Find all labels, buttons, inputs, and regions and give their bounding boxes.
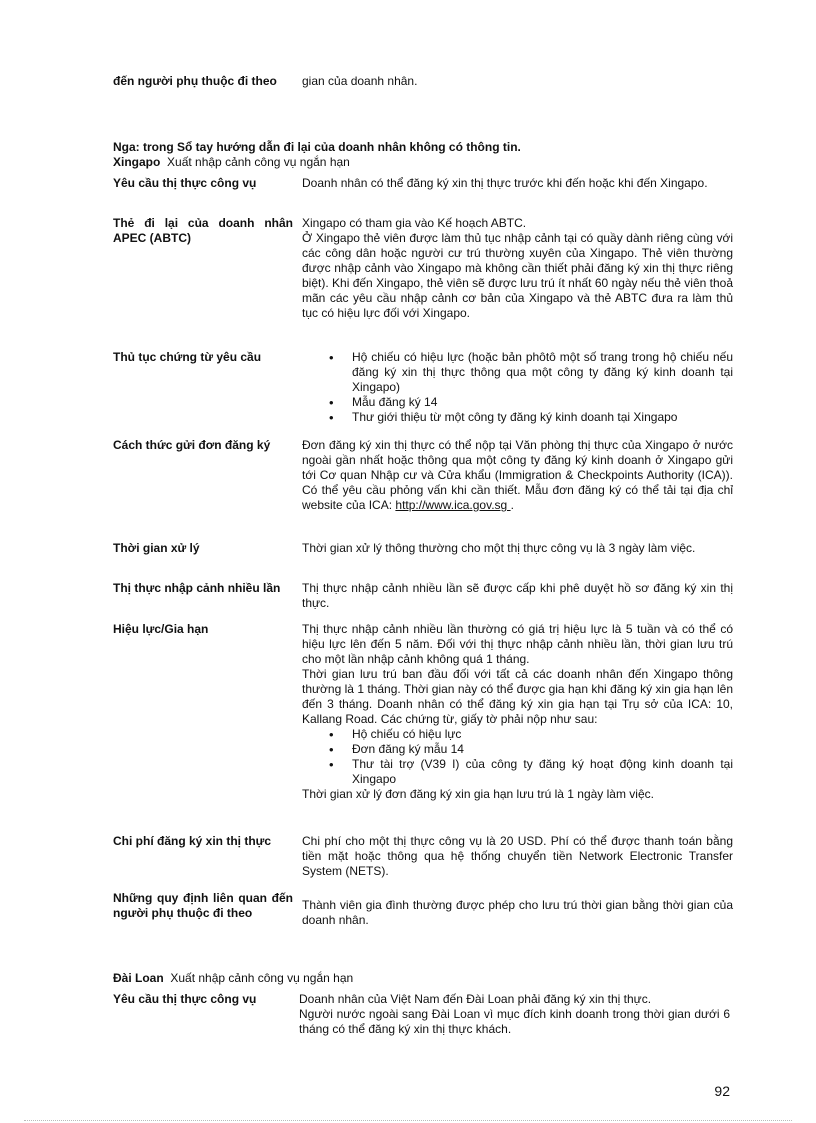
paragraph: Xingapo có tham gia vào Kế hoạch ABTC. [302,216,527,230]
paragraph: Ở Xingapo thẻ viên được làm thủ tục nhập cảnh tại có quầy dành riêng cùng với các công dân hoặc người cư trú thường xuyên của Xingapo. Thẻ viên thường được nhập cảnh vào Xingapo mà không cần thiết phải đăng ký xin thị thực riêng biệt). Khi đến Xingapo, thẻ viên sẽ được lưu trú ít nhất 60 ngày nếu thẻ viên thoả mãn các yêu cầu nhập cảnh cơ bản của Xingapo và thẻ ABTC đưa ra làm thủ tục có hiệu lực đối với Xingapo. [302,231,733,320]
row-label: Thị thực nhập cảnh nhiều lần [113,581,281,595]
list-item: • Mẫu đăng ký 14 [352,395,733,410]
row-content: Thời gian xử lý thông thường cho một thị thực công vụ là 3 ngày làm việc. [302,541,696,555]
row-label: Yêu cầu thị thực công vụ [113,992,257,1006]
paragraph: Thời gian lưu trú ban đầu đối với tất cả các doanh nhân đến Xingapo thông thường là 1 tháng. Thời gian này có thể được gia hạn khi đăng ký xin gia hạn lên đến 3 tháng. Doanh nhân có thể đăng ký xin gia hạn tại Trụ sở của ICA: 10, Kallang Road. Các chứng từ, giấy tờ phải nộp như sau: [302,667,733,726]
list-item: • Hộ chiếu có hiệu lực [352,727,733,742]
row-label: Những quy định liên quan đến người phụ thuộc đi theo [113,891,293,920]
list-item: • Đơn đăng ký mẫu 14 [352,742,733,757]
list-item: • Thư giới thiệu từ một công ty đăng ký kinh doanh tại Xingapo [352,410,733,425]
row-content [302,438,733,513]
row-label: Hiệu lực/Gia hạn [113,622,209,636]
row-label: Thẻ đi lại của doanh nhân APEC (ABTC) [113,216,293,245]
country-name: Đài Loan [113,971,164,985]
paragraph: Thời gian xử lý đơn đăng ký xin gia hạn lưu trú là 1 ngày làm việc. [302,787,654,801]
country-name: Xingapo [113,155,161,169]
paragraph: Người nước ngoài sang Đài Loan vì mục đích kinh doanh trong thời gian dưới 6 tháng có thể đăng ký xin thị thực khách. [299,1007,730,1036]
document-list [302,350,733,425]
row-label: Chi phí đăng ký xin thị thực [113,834,272,848]
russia-note: Nga: trong Sổ tay hướng dẫn đi lại của doanh nhân không có thông tin. [113,140,521,154]
row-content [302,216,733,321]
extension-document-list [302,727,733,787]
row-label: Yêu cầu thị thực công vụ [113,176,257,190]
paragraph: Đơn đăng ký xin thị thực có thể nộp tại Văn phòng thị thực của Xingapo ở nước ngoài gần nhất hoặc thông qua một công ty đăng ký kinh doanh ở Xingapo gửi tới Cơ quan Nhập cư và Cửa khẩu (Immigration & Checkpoints Authority (ICA)). Có thể yêu cầu phỏng vấn khi cần thiết. Mẫu đơn đăng ký có thể tải tại địa chỉ website của ICA: [302,438,733,512]
list-item: • Hộ chiếu có hiệu lực (hoặc bản phôtô một số trang trong hộ chiếu nếu đăng ký xin thị thực thông qua một công ty đăng ký kinh doanh tại Xingapo) [352,350,733,395]
paragraph: Doanh nhân của Việt Nam đến Đài Loan phải đăng ký xin thị thực. [299,992,652,1006]
singapore-heading [113,155,350,170]
row-content: Thành viên gia đình thường được phép cho lưu trú thời gian bằng thời gian của doanh nhân. [302,898,733,927]
row-label: Cách thức gửi đơn đăng ký [113,438,271,452]
sentence-end: . [510,498,514,512]
section-subtitle: Xuất nhập cảnh công vụ ngắn hạn [170,971,354,985]
row-content [302,350,733,425]
taiwan-heading [113,971,353,986]
page-number: 92 [714,1083,730,1099]
section-subtitle: Xuất nhập cảnh công vụ ngắn hạn [167,155,350,169]
list-item: • Thư tài trợ (V39 I) của công ty đăng ký hoạt động kinh doanh tại Xingapo [352,757,733,787]
row-label: đến người phụ thuộc đi theo [113,74,277,88]
ica-website-link[interactable]: http://www.ica.gov.sg [395,498,511,512]
row-content [299,992,730,1037]
row-label: Thời gian xử lý [113,541,200,555]
page-bottom-divider [24,1120,792,1121]
row-label: Thủ tục chứng từ yêu cầu [113,350,262,364]
paragraph: Thị thực nhập cảnh nhiều lần thường có giá trị hiệu lực là 5 tuần và có thể có hiệu lực lên đến 5 năm. Đối với thị thực nhập cảnh nhiều lần, thời gian lưu trú cho một lần nhập cảnh không quá 1 tháng. [302,622,733,666]
row-content: Doanh nhân có thể đăng ký xin thị thực trước khi đến hoặc khi đến Xingapo. [302,176,708,190]
row-content: Thị thực nhập cảnh nhiều lần sẽ được cấp khi phê duyệt hồ sơ đăng ký xin thị thực. [302,581,733,610]
row-content: Chi phí cho một thị thực công vụ là 20 USD. Phí có thể được thanh toán bằng tiền mặt hoặc thông qua hệ thống chuyển tiền Network Electronic Transfer System (NETS). [302,834,733,878]
row-content: gian của doanh nhân. [302,74,418,88]
row-content [302,622,733,802]
